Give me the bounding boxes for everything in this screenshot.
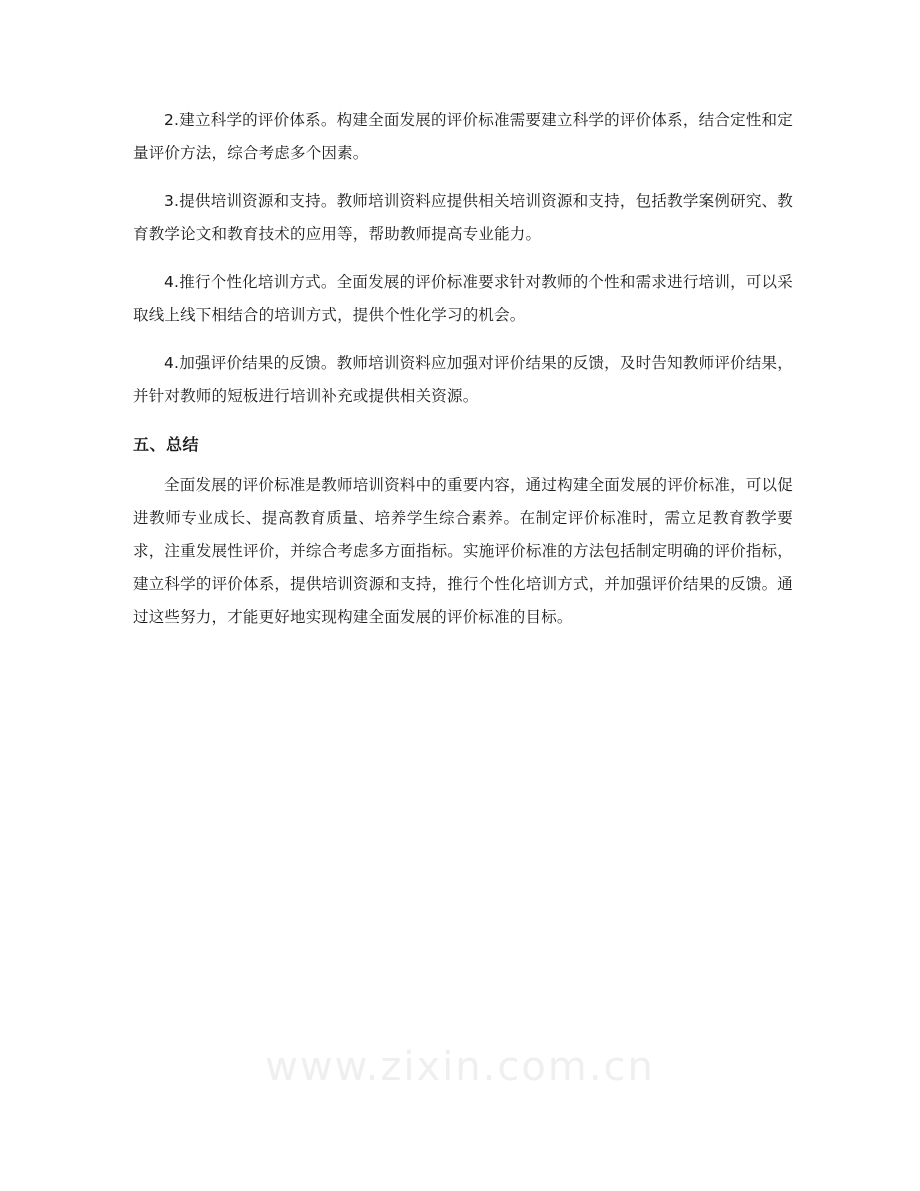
summary-paragraph: 全面发展的评价标准是教师培训资料中的重要内容，通过构建全面发展的评价标准，可以促进教师专业成长、提高教育质量、培养学生综合素养。在制定评价标准时，需立足教育教学要求，注重发展性评价，并综合考虑多方面指标。实施评价标准的方法包括制定明确的评价指标，建立科学的评价体系，提供培训资源和支持，推行个性化培训方式，并加强评价结果的反馈。通过这些努力，才能更好地实现构建全面发展的评价标准的目标。 — [133, 476, 793, 626]
paragraph-item-2: 2.建立科学的评价体系。构建全面发展的评价标准需要建立科学的评价体系，结合定性和定量评价方法，综合考虑多个因素。 — [133, 111, 793, 162]
watermark: www.zixin.com.cn — [265, 1044, 655, 1090]
document-body — [133, 104, 793, 649]
section-heading-summary: 五、总结 — [133, 435, 200, 454]
paragraph-item-4a: 4.推行个性化培训方式。全面发展的评价标准要求针对教师的个性和需求进行培训，可以采取线上线下相结合的培训方式，提供个性化学习的机会。 — [133, 273, 793, 324]
paragraph-item-4b: 4.加强评价结果的反馈。教师培训资料应加强对评价结果的反馈，及时告知教师评价结果，并针对教师的短板进行培训补充或提供相关资源。 — [133, 354, 793, 405]
paragraph-item-3: 3.提供培训资源和支持。教师培训资料应提供相关培训资源和支持，包括教学案例研究、教育教学论文和教育技术的应用等，帮助教师提高专业能力。 — [133, 192, 793, 243]
